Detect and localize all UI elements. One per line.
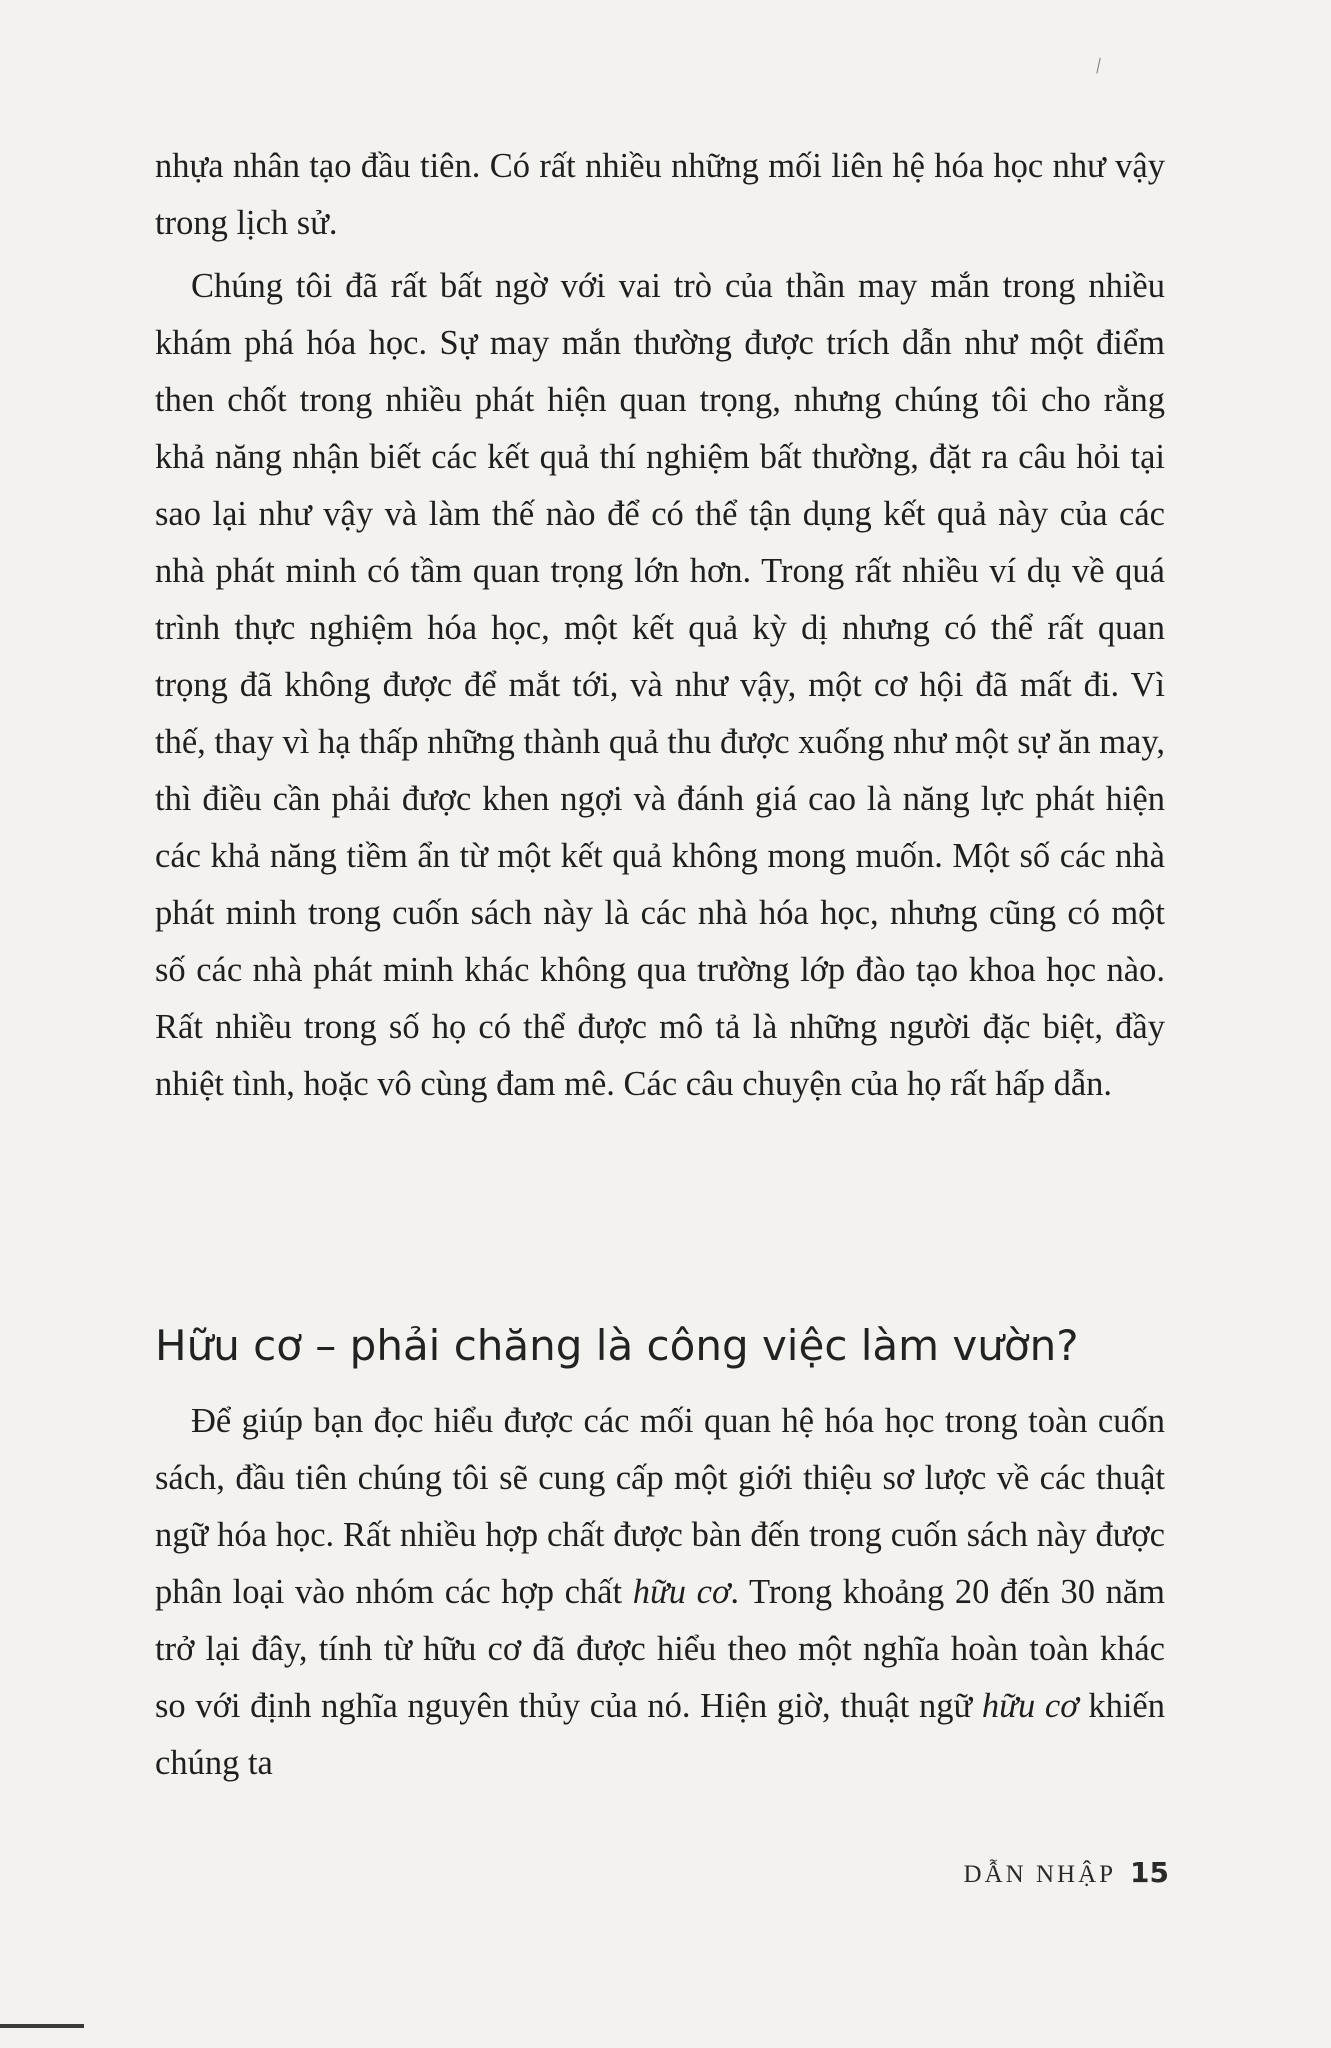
top-fragment: nhựa nhân tạo đầu tiên. Có rất nhiều những mối liên hệ hóa học như vậy trong lịch sử.: [155, 147, 1165, 242]
section-heading: Hữu cơ – phải chăng là công việc làm vườn?: [155, 1321, 1079, 1370]
body-paragraph-1: [155, 258, 1165, 1113]
scan-edge-mark: [0, 2024, 84, 2028]
running-head: DẪN NHẬP: [963, 1861, 1117, 1888]
page-number: 15: [1130, 1856, 1169, 1889]
italic-term-2: hữu cơ: [981, 1687, 1079, 1725]
paragraph-2-text: [155, 1393, 1165, 1792]
paragraph-2-part-b: . Trong khoảng 20 đến 30 năm trở lại đây, tính từ hữu cơ đã được hiểu theo một nghĩa hoàn toàn khác so với định nghĩa nguyên thủy của nó. Hiện giờ, thuật ngữ: [155, 1573, 1166, 1725]
body-paragraph-2: [155, 1393, 1165, 1792]
corner-scan-mark: [1096, 58, 1104, 75]
paragraph-1-text: Chúng tôi đã rất bất ngờ với vai trò của thần may mắn trong nhiều khám phá hóa học. Sự may mắn thường được trích dẫn như một điểm then chốt trong nhiều phát hiện quan trọng, nhưng chúng tôi cho rằng khả năng nhận biết các kết quả thí nghiệm bất thường, đặt ra câu hỏi tại sao lại như vậy và làm thế nào để có thể tận dụng kết quả này của các nhà phát minh có tầm quan trọng lớn hơn. Trong rất nhiều ví dụ về quá trình thực nghiệm hóa học, một kết quả kỳ dị nhưng có thể rất quan trọng đã không được để mắt tới, và như vậy, một cơ hội đã mất đi. Vì thế, thay vì hạ thấp những thành quả thu được xuống như một sự ăn may, thì điều cần phải được khen ngợi và đánh giá cao là năng lực phát hiện các khả năng tiềm ẩn từ một kết quả không mong muốn. Một số các nhà phát minh trong cuốn sách này là các nhà hóa học, nhưng cũng có một số các nhà phát minh khác không qua trường lớp đào tạo khoa học nào. Rất nhiều trong số họ có thể được mô tả là những người đặc biệt, đầy nhiệt tình, hoặc vô cùng đam mê. Các câu chuyện của họ rất hấp dẫn.: [155, 267, 1165, 1103]
paragraph-2-part-a: Để giúp bạn đọc hiểu được các mối quan hệ hóa học trong toàn cuốn sách, đầu tiên chúng tôi sẽ cung cấp một giới thiệu sơ lược về các thuật ngữ hóa học. Rất nhiều hợp chất được bàn đến trong cuốn sách này được phân loại vào nhóm các hợp chất: [155, 1402, 1165, 1611]
continued-text: [155, 138, 1165, 252]
paragraph-2-part-c: khiến chúng ta: [155, 1687, 1165, 1782]
italic-term-1: hữu cơ: [632, 1573, 731, 1611]
page-footer: [964, 1856, 1169, 1889]
